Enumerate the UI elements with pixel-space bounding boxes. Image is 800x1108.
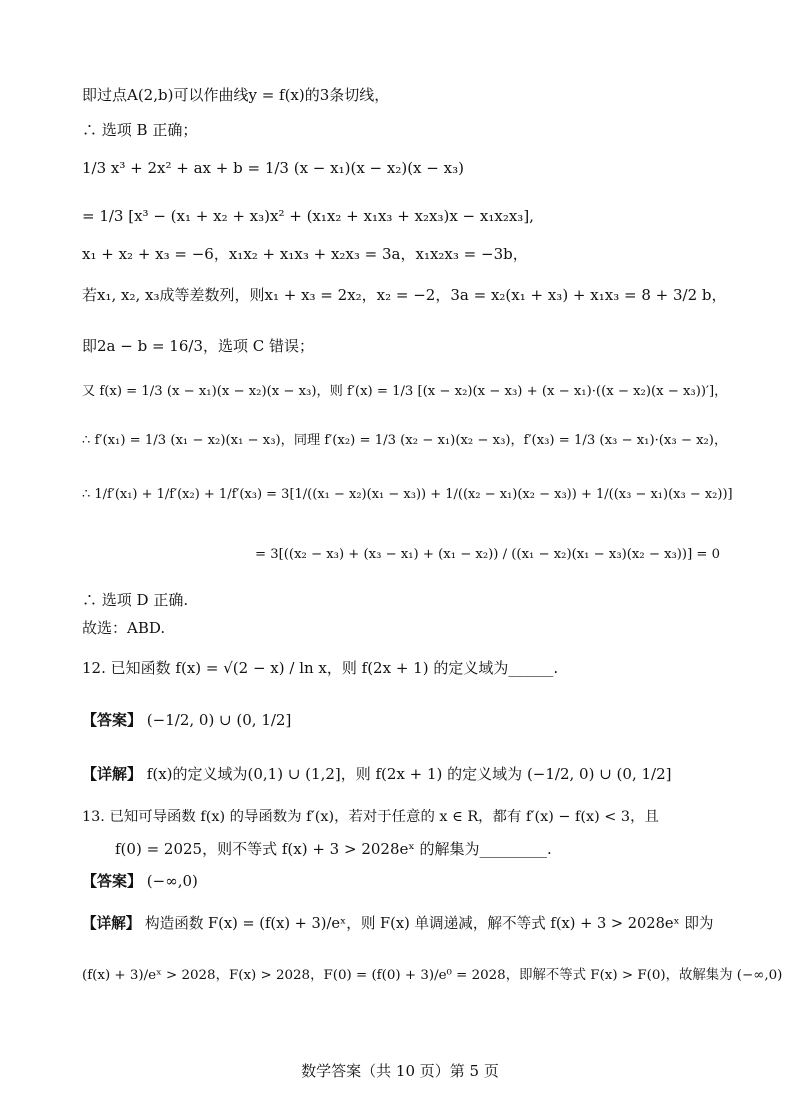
question-13-answer (82, 872, 198, 890)
text-line-13: 故选：ABD. (82, 619, 166, 637)
text-line-3: 1/3 x³ + 2x² + ax + b = 1/3 (x − x₁)(x − x₂)(x − x₃) (82, 159, 464, 177)
text-line-9: ∴ f′(x₁) = 1/3 (x₁ − x₂)(x₁ − x₃)，同理 f′(x₂) = 1/3 (x₂ − x₁)(x₂ − x₃)，f′(x₃) = 1/3 (x₃ − x₁)·(x₃ − x₂)， (82, 433, 728, 448)
question-13-stem-1: 已知可导函数 f(x) 的导函数为 f′(x)，若对于任意的 x ∈ R，都有 f′(x) − f(x) < 3，且 (109, 809, 659, 825)
question-12-number: 12. (82, 659, 106, 677)
text-line-6: 若x₁, x₂, x₃成等差数列，则x₁ + x₃ = 2x₂，x₂ = −2，3a = x₂(x₁ + x₃) + x₁x₃ = 8 + 3/2 b， (82, 286, 727, 304)
text-line-10: ∴ 1/f′(x₁) + 1/f′(x₂) + 1/f′(x₃) = 3[1/((x₁ − x₂)(x₁ − x₃)) + 1/((x₂ − x₁)(x₂ − x₃)) + 1/((x₃ − x₁)(x₃ − x₂))] (82, 487, 733, 502)
question-13 (82, 808, 659, 826)
question-13-answer-text: (−∞,0) (146, 872, 198, 890)
question-12 (82, 648, 558, 688)
question-12-answer-text: (−1/2, 0) ∪ (0, 1/2] (146, 711, 292, 729)
page-footer: 数学答案（共 10 页）第 5 页 (301, 1062, 499, 1080)
question-12-detail (82, 754, 671, 794)
question-13-detail-1 (82, 904, 714, 944)
question-13-detail-2: (f(x) + 3)/eˣ > 2028，F(x) > 2028，F(0) = (f(0) + 3)/e⁰ = 2028，即解不等式 F(x) > F(0)，故解集为 (−∞,0) (82, 968, 783, 983)
text-line-11: = 3[((x₂ − x₃) + (x₃ − x₁) + (x₁ − x₂)) / ((x₁ − x₂)(x₁ − x₃)(x₂ − x₃))] = 0 (255, 547, 721, 562)
detail-tag: 【详解】 (82, 765, 143, 783)
answer-tag: 【答案】 (82, 872, 143, 890)
detail-tag: 【详解】 (82, 915, 141, 932)
question-12-answer (82, 700, 291, 740)
text-line-2: ∴ 选项 B 正确； (82, 121, 198, 139)
question-12-detail-text: f(x)的定义域为(0,1) ∪ (1,2]，则 f(2x + 1) 的定义域为 (−1/2, 0) ∪ (0, 1/2] (146, 765, 672, 783)
text-line-5: x₁ + x₂ + x₃ = −6，x₁x₂ + x₁x₃ + x₂x₃ = 3a，x₁x₂x₃ = −3b， (82, 245, 528, 263)
answer-tag: 【答案】 (82, 711, 143, 729)
question-13-stem-2: f(0) = 2025，则不等式 f(x) + 3 > 2028eˣ 的解集为_________. (115, 840, 552, 858)
question-13-number: 13. (82, 809, 105, 825)
text-line-1: 即过点A(2,b)可以作曲线y = f(x)的3条切线， (82, 86, 390, 104)
text-line-7: 即2a − b = 16/3，选项 C 错误； (82, 337, 314, 355)
question-13-detail-text-1: 构造函数 F(x) = (f(x) + 3)/eˣ，则 F(x) 单调递减，解不等式 f(x) + 3 > 2028eˣ 即为 (145, 915, 714, 932)
text-line-8: 又 f(x) = 1/3 (x − x₁)(x − x₂)(x − x₃)，则 f′(x) = 1/3 [(x − x₂)(x − x₃) + (x − x₁)·((x − x₂)(x − x₃))′]， (82, 384, 728, 399)
text-line-12: ∴ 选项 D 正确. (82, 591, 189, 609)
text-line-4: = 1/3 [x³ − (x₁ + x₂ + x₃)x² + (x₁x₂ + x₁x₃ + x₂x₃)x − x₁x₂x₃], (82, 207, 534, 225)
question-12-stem: 已知函数 f(x) = √(2 − x) / ln x，则 f(2x + 1) 的定义域为______. (110, 659, 559, 677)
